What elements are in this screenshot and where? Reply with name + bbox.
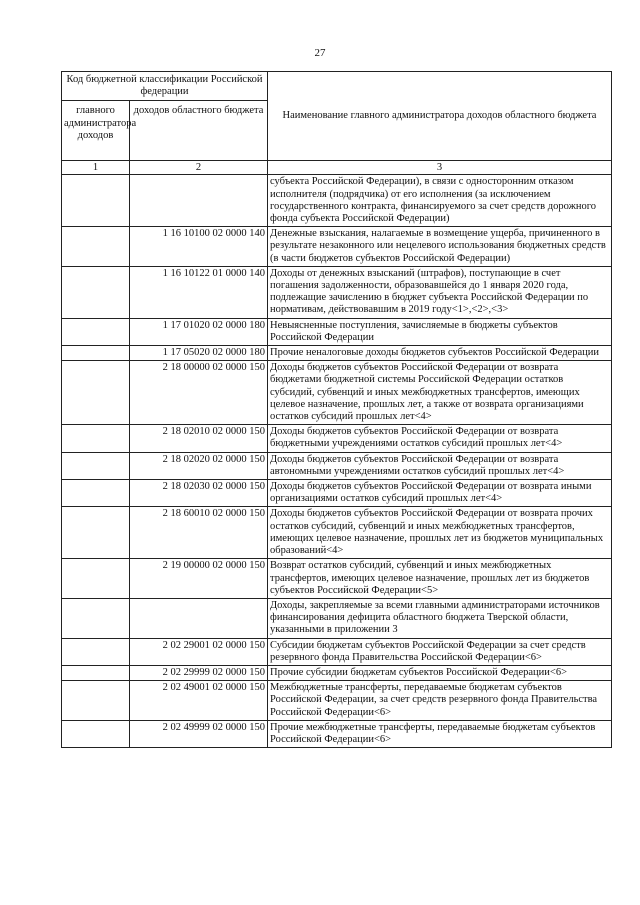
description-cell: Доходы бюджетов субъектов Российской Федерации от возврата автономными учреждениями остатков субсидий прошлых лет<4> — [268, 452, 612, 479]
income-code-cell: 2 02 29999 02 0000 150 — [130, 665, 268, 680]
income-code-cell: 2 02 29001 02 0000 150 — [130, 638, 268, 665]
admin-code-cell — [62, 638, 130, 665]
income-code-cell: 1 16 10100 02 0000 140 — [130, 227, 268, 267]
admin-code-cell — [62, 681, 130, 721]
table-row — [62, 361, 612, 425]
income-code-cell: 2 02 49001 02 0000 150 — [130, 681, 268, 721]
admin-code-cell — [62, 175, 130, 227]
income-code-cell: 2 18 00000 02 0000 150 — [130, 361, 268, 425]
income-code-cell: 2 02 49999 02 0000 150 — [130, 720, 268, 747]
table-row — [62, 507, 612, 559]
table-row — [62, 425, 612, 452]
table-row — [62, 720, 612, 747]
admin-code-cell — [62, 598, 130, 638]
description-cell: Прочие субсидии бюджетам субъектов Российской Федерации<6> — [268, 665, 612, 680]
description-cell: субъекта Российской Федерации), в связи с односторонним отказом исполнителя (подрядчика) от его исполнения (за исключением государственного контракта, финансируемого за счет средств дорожного фонда субъекта Российской Федерации) — [268, 175, 612, 227]
admin-code-cell — [62, 507, 130, 559]
header-name: Наименование главного администратора доходов областного бюджета — [268, 72, 612, 161]
table-row — [62, 318, 612, 345]
description-cell: Денежные взыскания, налагаемые в возмещение ущерба, причиненного в результате незаконного или нецелевого использования бюджетных средств (в части бюджетов субъектов Российской Федерации) — [268, 227, 612, 267]
income-code-cell: 1 17 05020 02 0000 180 — [130, 346, 268, 361]
budget-classification-table — [61, 71, 612, 748]
admin-code-cell — [62, 480, 130, 507]
admin-code-cell — [62, 361, 130, 425]
description-cell: Субсидии бюджетам субъектов Российской Федерации за счет средств резервного фонда Правительства Российской Федерации<6> — [268, 638, 612, 665]
description-cell: Доходы бюджетов субъектов Российской Федерации от возврата бюджетами бюджетной системы Российской Федерации остатков субсидий, субвенций и иных межбюджетных трансфертов, имеющих целевое назначение, прошлых лет, а также от возврата организациями остатков субсидий прошлых лет<4> — [268, 361, 612, 425]
header-admin-code: главного администратора доходов — [62, 101, 130, 161]
description-cell: Доходы бюджетов субъектов Российской Федерации от возврата бюджетными учреждениями остатков субсидий прошлых лет<4> — [268, 425, 612, 452]
admin-code-cell — [62, 346, 130, 361]
table-row — [62, 227, 612, 267]
income-code-cell: 2 18 02030 02 0000 150 — [130, 480, 268, 507]
income-code-cell: 2 18 02020 02 0000 150 — [130, 452, 268, 479]
description-cell: Доходы бюджетов субъектов Российской Федерации от возврата иными организациями остатков субсидий прошлых лет<4> — [268, 480, 612, 507]
admin-code-cell — [62, 266, 130, 318]
table-body — [62, 175, 612, 748]
header-kbk-group: Код бюджетной классификации Российской федерации — [62, 72, 268, 101]
column-number-3: 3 — [268, 161, 612, 175]
description-cell: Доходы, закрепляемые за всеми главными администраторами источников финансирования дефицита областного бюджета Тверской области, указанными в приложении 3 — [268, 598, 612, 638]
page-number: 27 — [314, 47, 326, 59]
description-cell: Возврат остатков субсидий, субвенций и иных межбюджетных трансфертов, имеющих целевое назначение, прошлых лет из бюджетов субъектов Российской Федерации<5> — [268, 559, 612, 599]
admin-code-cell — [62, 425, 130, 452]
description-cell: Прочие неналоговые доходы бюджетов субъектов Российской Федерации — [268, 346, 612, 361]
table-row — [62, 175, 612, 227]
table-row — [62, 452, 612, 479]
table-row — [62, 681, 612, 721]
admin-code-cell — [62, 318, 130, 345]
income-code-cell — [130, 175, 268, 227]
description-cell: Доходы от денежных взысканий (штрафов), поступающие в счет погашения задолженности, образовавшейся до 1 января 2020 года, подлежащие зачислению в бюджет субъекта Российской Федерации по нормативам, действовавшим в 2019 году<1>,<2>,<3> — [268, 266, 612, 318]
table-row — [62, 559, 612, 599]
income-code-cell — [130, 598, 268, 638]
income-code-cell: 2 18 60010 02 0000 150 — [130, 507, 268, 559]
income-code-cell: 2 19 00000 02 0000 150 — [130, 559, 268, 599]
admin-code-cell — [62, 452, 130, 479]
description-cell: Межбюджетные трансферты, передаваемые бюджетам субъектов Российской Федерации, за счет средств резервного фонда Правительства Российской Федерации<6> — [268, 681, 612, 721]
table-row — [62, 638, 612, 665]
column-number-2: 2 — [130, 161, 268, 175]
admin-code-cell — [62, 665, 130, 680]
description-cell: Прочие межбюджетные трансферты, передаваемые бюджетам субъектов Российской Федерации<6> — [268, 720, 612, 747]
header-income-code: доходов областного бюджета — [130, 101, 268, 161]
income-code-cell: 2 18 02010 02 0000 150 — [130, 425, 268, 452]
admin-code-cell — [62, 227, 130, 267]
table-row — [62, 665, 612, 680]
admin-code-cell — [62, 559, 130, 599]
table-row — [62, 266, 612, 318]
column-number-1: 1 — [62, 161, 130, 175]
table-row — [62, 598, 612, 638]
admin-code-cell — [62, 720, 130, 747]
description-cell: Невыясненные поступления, зачисляемые в бюджеты субъектов Российской Федерации — [268, 318, 612, 345]
description-cell: Доходы бюджетов субъектов Российской Федерации от возврата прочих остатков субсидий, субвенций и иных межбюджетных трансфертов, имеющих целевое назначение, прошлых лет из бюджетов муниципальных образований<4> — [268, 507, 612, 559]
table-row — [62, 346, 612, 361]
table-row — [62, 480, 612, 507]
income-code-cell: 1 17 01020 02 0000 180 — [130, 318, 268, 345]
income-code-cell: 1 16 10122 01 0000 140 — [130, 266, 268, 318]
